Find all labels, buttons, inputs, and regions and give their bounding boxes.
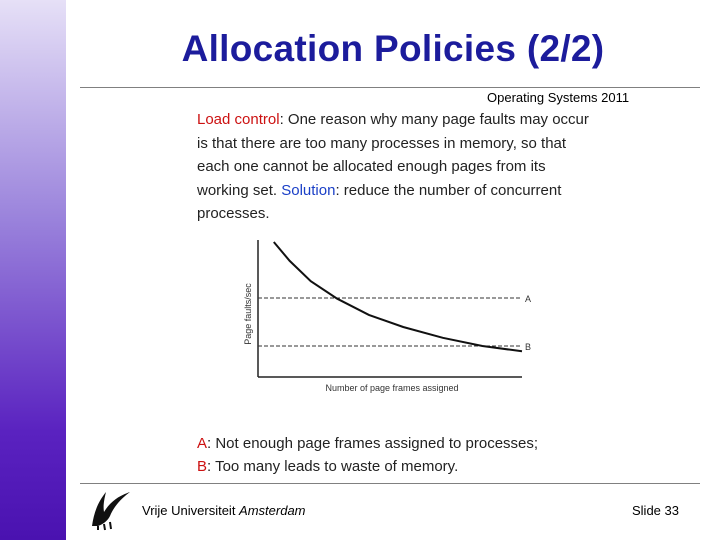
- explanation-b: [197, 455, 617, 478]
- university-name: [142, 503, 306, 518]
- term-b: B: [197, 458, 208, 475]
- solution-term: Solution: [281, 181, 336, 199]
- reference-label-b: B: [525, 342, 532, 352]
- load-control-paragraph: [197, 108, 597, 226]
- griffin-logo-icon: [84, 482, 134, 532]
- text-b: : Too many leads to waste of memory.: [207, 458, 459, 475]
- slide-number: Slide 33: [632, 503, 679, 518]
- load-control-text: : One reason why many page faults may occur is that there are too many processes in memory, so that each one cannot be allocated enough pages from its working set.: [197, 111, 589, 199]
- reference-label-a: A: [525, 294, 532, 304]
- text-a: : Not enough page frames assigned to processes;: [207, 435, 539, 452]
- x-axis-label: Number of page frames assigned: [325, 383, 459, 393]
- page-fault-curve: [274, 242, 522, 351]
- term-a: A: [197, 435, 208, 452]
- legend-explanations: [197, 432, 617, 478]
- left-decorative-bar: [0, 0, 66, 540]
- university-name-plain: Vrije Universiteit: [142, 503, 240, 518]
- page-fault-chart: [240, 236, 540, 396]
- bottom-divider: [80, 483, 700, 484]
- course-label: Operating Systems 2011: [487, 90, 630, 105]
- top-divider: [80, 87, 700, 88]
- university-name-italic: Amsterdam: [239, 503, 306, 518]
- y-axis-label: Page faults/sec: [243, 283, 253, 345]
- load-control-term: Load control: [197, 111, 280, 128]
- explanation-a: [197, 432, 617, 455]
- solution-text: : reduce the number of concurrent processes.: [197, 181, 562, 222]
- slide-title: Allocation Policies (2/2): [181, 28, 605, 69]
